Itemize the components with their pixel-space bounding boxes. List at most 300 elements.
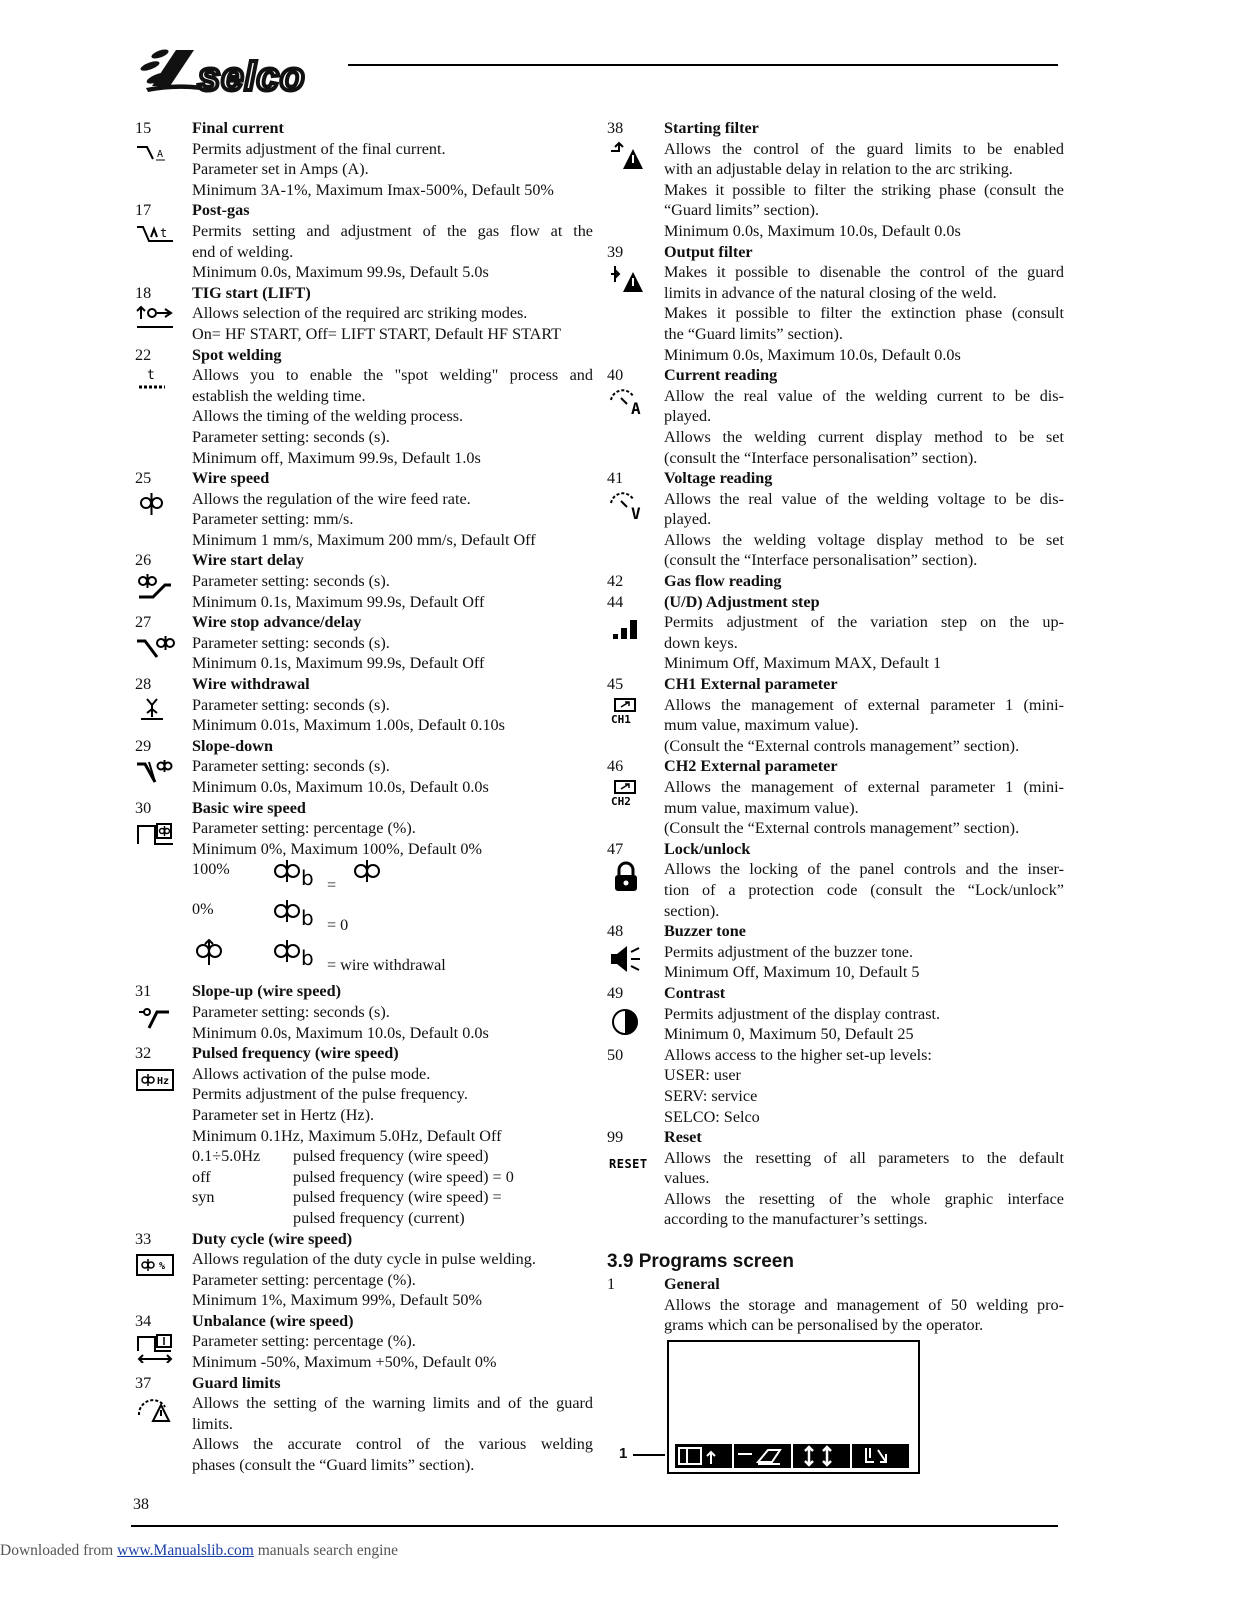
entry-description [192, 221, 593, 283]
description-line: end of welding. [192, 242, 294, 261]
entry-heading [607, 592, 1064, 613]
table-row [192, 1208, 593, 1229]
parameter-number: 48 [607, 922, 624, 941]
lock-icon [607, 859, 664, 921]
parameter-title: Wire speed [192, 469, 270, 488]
parameter-number: 41 [607, 469, 624, 488]
svg-text:b: b [301, 866, 314, 890]
parameter-entry [607, 365, 1064, 468]
entry-heading [135, 200, 593, 221]
parameter-title: CH1 External parameter [664, 675, 838, 694]
description-line: Allows the real value of the welding voltage to be dis- [664, 489, 1064, 508]
svg-text:A: A [157, 148, 164, 160]
description-line: played. [664, 510, 712, 529]
guard-limits-icon [135, 1393, 192, 1475]
basic-wire-speed-table [135, 859, 593, 981]
parameter-number: 46 [607, 757, 624, 776]
buzzer-icon [607, 942, 664, 983]
parameter-title: Slope-down [192, 736, 273, 755]
parameter-title: Wire stop advance/delay [192, 613, 362, 632]
entry-description [192, 1002, 593, 1043]
description-line: Minimum -50%, Maximum +50%, Default 0% [192, 1353, 497, 1372]
row-label: 100% [192, 860, 230, 879]
wire-start-delay-icon [135, 571, 192, 612]
parameter-entry [135, 674, 593, 736]
description-line: Minimum 3A-1%, Maximum Imax-500%, Default 50% [192, 180, 554, 199]
description-line: limits. [192, 1414, 233, 1433]
description-line: Permits setting and adjustment of the gas flow at the [192, 221, 593, 240]
description-line: played. [664, 407, 712, 426]
entry-description [192, 303, 593, 344]
entry-heading [607, 839, 1064, 860]
table-row [192, 1167, 593, 1188]
row-label: 0% [192, 900, 214, 919]
description-line: Allows the management of external parameter 1 (mini- [664, 695, 1064, 714]
parameter-number: 18 [135, 283, 152, 302]
description-line: (consult the “Interface personalisation” section). [664, 448, 978, 467]
parameter-entry [135, 550, 593, 612]
parameter-entry [607, 592, 1064, 674]
description-line: (Consult the “External controls management” section). [664, 819, 1020, 838]
parameter-entry [135, 345, 593, 469]
parameter-number: 1 [607, 1275, 616, 1294]
manualslib-link[interactable]: www.Manualslib.com [117, 1542, 254, 1559]
parameter-number: 15 [135, 119, 152, 137]
parameter-number: 25 [135, 469, 152, 488]
parameter-entry [607, 839, 1064, 921]
description-line: (Consult the “External controls management” section). [664, 736, 1020, 755]
download-footer [0, 1542, 398, 1560]
description-line: Allows the resetting of the whole graphic interface [664, 1189, 1064, 1208]
parameter-title: CH2 External parameter [664, 757, 838, 776]
output-filter-icon [607, 262, 664, 365]
entry-heading [607, 571, 1064, 592]
description-line: mum value, maximum value). [664, 716, 859, 735]
description-line: Permits adjustment of the pulse frequency. [192, 1085, 468, 1104]
description-line: Minimum Off, Maximum 10, Default 5 [664, 963, 920, 982]
description-line: Allows selection of the required arc striking modes. [192, 304, 528, 323]
description-line: Allows the resetting of all parameters to the default [664, 1148, 1064, 1167]
svg-text:CH2: CH2 [611, 795, 631, 808]
entry-heading [135, 798, 593, 819]
description-line: “Guard limits” section). [664, 201, 820, 220]
parameter-entry [135, 981, 593, 1043]
parameter-title: Voltage reading [664, 469, 773, 488]
final-current-icon [135, 139, 192, 201]
tig-start-icon [135, 303, 192, 344]
entry-heading [607, 242, 1064, 263]
description-line: Allows activation of the pulse mode. [192, 1064, 431, 1083]
entry-description [192, 695, 593, 736]
pulse-frequency-table [135, 1146, 593, 1228]
entry-description [664, 1004, 1064, 1045]
duty-cycle-icon [135, 1249, 192, 1311]
parameter-entry [135, 200, 593, 282]
entry-description [192, 818, 593, 859]
parameter-entry [135, 468, 593, 550]
parameter-number: 22 [135, 345, 152, 364]
description-line: Minimum 1%, Maximum 99%, Default 50% [192, 1291, 482, 1310]
entry-heading [607, 1274, 1064, 1295]
description-line: section). [664, 901, 720, 920]
wire-stop-icon [135, 633, 192, 674]
entry-description [664, 942, 1064, 983]
description-line: Minimum off, Maximum 99.9s, Default 1.0s [192, 448, 481, 467]
parameter-entry [607, 242, 1064, 366]
parameter-number: 28 [135, 675, 152, 694]
parameter-number: 26 [135, 551, 152, 570]
entry-description [192, 139, 593, 201]
slope-down-icon [135, 756, 192, 797]
current-reading-icon [607, 386, 664, 468]
adjustment-step-icon [607, 612, 664, 674]
svg-text:b: b [301, 946, 314, 970]
entry-description [192, 365, 593, 468]
entry-description [192, 633, 593, 674]
parameter-number: 37 [135, 1373, 152, 1392]
footer-prefix: Downloaded from [0, 1542, 118, 1559]
parameter-title: Basic wire speed [192, 798, 306, 817]
callout-number: 1 [619, 1445, 628, 1463]
description-line: Allows access to the higher set-up levels: [664, 1045, 932, 1064]
parameter-title: Spot welding [192, 345, 282, 364]
entry-description [192, 1393, 593, 1475]
description-line: Makes it possible to filter the extinction phase (consult [664, 304, 1064, 323]
description-line: Allows the accurate control of the various welding [192, 1435, 593, 1454]
parameter-title: Reset [664, 1128, 702, 1147]
parameter-entry [607, 468, 1064, 571]
description-line: (consult the “Interface personalisation” section). [664, 551, 978, 570]
description-line: mum value, maximum value). [664, 798, 859, 817]
parameter-entry [607, 571, 1064, 592]
svg-text:V: V [631, 503, 641, 521]
description-line: Allows the regulation of the wire feed rate. [192, 489, 471, 508]
svg-text:%: % [159, 1261, 166, 1273]
ch1-external-icon [607, 695, 664, 757]
parameter-title: Final current [192, 119, 284, 137]
parameter-number: 27 [135, 613, 152, 632]
description-line: Minimum 0.1s, Maximum 99.9s, Default Off [192, 654, 485, 673]
parameter-title: (U/D) Adjustment step [664, 592, 820, 611]
table-value: pulsed frequency (current) [293, 1208, 465, 1227]
parameter-title: Unbalance (wire speed) [192, 1311, 354, 1330]
programs-section [607, 1250, 1064, 1474]
entry-heading [607, 921, 1064, 942]
description-line: Minimum 0%, Maximum 100%, Default 0% [192, 839, 482, 858]
svg-text:t: t [160, 225, 168, 240]
parameter-number: 40 [607, 366, 624, 385]
parameter-title: Output filter [664, 242, 753, 261]
parameter-number: 47 [607, 839, 624, 858]
parameter-title: Current reading [664, 366, 778, 385]
description-line: SERV: service [664, 1086, 758, 1105]
description-line: Makes it possible to filter the striking phase (consult the [664, 180, 1064, 199]
table-key: off [192, 1167, 211, 1186]
entry-description [664, 1148, 1064, 1230]
table-row [192, 1146, 593, 1167]
description-line: Permits adjustment of the variation step on the up- [664, 613, 1064, 632]
description-line: Parameter setting: seconds (s). [192, 1002, 390, 1021]
description-line: Minimum Off, Maximum MAX, Default 1 [664, 654, 942, 673]
parameter-title: Gas flow reading [664, 572, 782, 591]
parameter-title: Duty cycle (wire speed) [192, 1229, 353, 1248]
svg-text:Hz: Hz [157, 1075, 170, 1087]
logo-text: selco [198, 55, 306, 98]
parameter-entry [607, 756, 1064, 838]
right-column [607, 118, 1064, 1474]
parameter-title: Wire start delay [192, 551, 304, 570]
description-line: Parameter setting: seconds (s). [192, 572, 390, 591]
basic-wire-speed-symbol [273, 859, 321, 889]
entry-description [192, 1331, 593, 1372]
table-value: pulsed frequency (wire speed) = [293, 1188, 502, 1207]
description-line: Minimum 0.0s, Maximum 10.0s, Default 0.0s [192, 1023, 489, 1042]
parameter-title: TIG start (LIFT) [192, 283, 311, 302]
slope-up-icon [135, 1002, 192, 1043]
description-line: Parameter setting: seconds (s). [192, 633, 390, 652]
parameter-entry [135, 1373, 593, 1476]
contrast-icon [607, 1004, 664, 1045]
description-line: Permits adjustment of the final current. [192, 139, 446, 158]
basic-wire-speed-icon [135, 818, 192, 859]
page-number: 38 [133, 1496, 149, 1513]
description-line: Minimum 0.0s, Maximum 10.0s, Default 0.0s [664, 221, 961, 240]
table-key: 0.1÷5.0Hz [192, 1147, 261, 1166]
wire-speed-symbol [353, 859, 401, 889]
description-line: Parameter set in Amps (A). [192, 160, 369, 179]
parameter-number: 50 [607, 1045, 624, 1064]
reset-icon [607, 1148, 664, 1230]
parameter-entry [607, 674, 1064, 756]
starting-filter-icon [607, 139, 664, 242]
parameter-title: Wire withdrawal [192, 675, 310, 694]
parameter-entry [607, 1127, 1064, 1230]
parameter-number: 38 [607, 119, 624, 137]
ch2-external-icon [607, 777, 664, 839]
description-line: phases (consult the “Guard limits” section). [192, 1456, 475, 1475]
entry-heading [135, 1373, 593, 1394]
description-line: USER: user [664, 1066, 741, 1085]
entry-description [664, 262, 1064, 365]
description-line: Allows regulation of the duty cycle in pulse welding. [192, 1250, 536, 1269]
table-row [135, 859, 593, 899]
entry-heading [135, 345, 593, 366]
wire-withdrawal-symbol [195, 939, 243, 969]
description-line: Allow the real value of the welding current to be dis- [664, 386, 1064, 405]
description-line: Parameter setting: percentage (%). [192, 1270, 416, 1289]
entry-description [192, 1249, 593, 1311]
parameter-number: 32 [135, 1044, 152, 1063]
edit-program-key-icon [734, 1444, 793, 1468]
entry-heading [607, 365, 1064, 386]
parameter-entry [135, 1311, 593, 1373]
row-equation: = 0 [327, 916, 349, 935]
description-line: Minimum 0.0s, Maximum 99.9s, Default 5.0s [192, 263, 489, 282]
parameter-title: Slope-up (wire speed) [192, 982, 341, 1001]
table-row [192, 1187, 593, 1208]
table-row [135, 939, 593, 981]
description-line: Allows the welding current display method to be set [664, 427, 1064, 446]
parameter-entry [135, 736, 593, 798]
parameter-title: Lock/unlock [664, 839, 751, 858]
entry-heading [607, 468, 1064, 489]
entry-heading [135, 1043, 593, 1064]
entry-heading [135, 550, 593, 571]
row-equation: = wire withdrawal [327, 956, 446, 975]
description-line: Allows the management of external parameter 1 (mini- [664, 778, 1064, 796]
parameter-entry [135, 118, 593, 200]
entry-description [664, 612, 1064, 674]
parameter-title: Guard limits [192, 1373, 281, 1392]
description-line: Allows the setting of the warning limits and of the guard [192, 1394, 593, 1413]
parameter-entry [135, 1229, 593, 1311]
description-line: tion of a protection code (consult the “Lock/unlock” [664, 880, 1064, 899]
pulsed-frequency-icon [135, 1064, 192, 1146]
parameter-title: General [664, 1275, 720, 1294]
left-column [135, 118, 593, 1476]
softkey-bar [675, 1444, 909, 1468]
parameter-title: Starting filter [664, 119, 759, 137]
svg-text:A: A [631, 398, 641, 418]
description-line: Permits adjustment of the buzzer tone. [664, 942, 914, 961]
parameter-number: 29 [135, 736, 152, 755]
description-line: down keys. [664, 633, 738, 652]
svg-text:b: b [301, 906, 314, 930]
description-line: limits in advance of the natural closing of the weld. [664, 283, 997, 302]
entry-description [192, 571, 593, 612]
description-line: establish the welding time. [192, 386, 366, 405]
wire-speed-icon [135, 489, 192, 551]
wire-withdrawal-icon [135, 695, 192, 736]
description-line: Parameter setting: seconds (s). [192, 695, 390, 714]
parameter-title: Buzzer tone [664, 922, 746, 941]
description-line: Allows you to enable the "spot welding" process and [192, 366, 593, 385]
entry-description [664, 695, 1064, 757]
entry-description [192, 489, 593, 551]
voltage-reading-icon [607, 489, 664, 571]
footer-suffix: manuals search engine [253, 1542, 399, 1559]
row-equation: = [327, 876, 337, 895]
parameter-entry [135, 612, 593, 674]
load-program-key-icon [852, 1444, 909, 1468]
entry-heading [135, 736, 593, 757]
parameter-number: 17 [135, 201, 152, 220]
parameter-number: 33 [135, 1229, 152, 1248]
parameter-number: 31 [135, 982, 152, 1001]
description-line: Makes it possible to disenable the control of the guard [664, 263, 1064, 282]
description-line: Parameter setting: mm/s. [192, 510, 354, 529]
entry-description [664, 386, 1064, 468]
entry-description [664, 139, 1064, 242]
description-line: On= HF START, Off= LIFT START, Default HF START [192, 324, 562, 343]
parameter-number: 49 [607, 983, 624, 1002]
entry-heading [135, 468, 593, 489]
svg-text:t: t [147, 368, 155, 384]
callout-arrow [633, 1454, 665, 1456]
parameter-number: 45 [607, 675, 624, 694]
parameter-title: Contrast [664, 983, 726, 1002]
save-program-key-icon [675, 1444, 734, 1468]
description-line: Minimum 0.0s, Maximum 10.0s, Default 0.0s [664, 345, 961, 364]
table-key [192, 1208, 293, 1229]
entry-heading [135, 1311, 593, 1332]
entry-heading [135, 674, 593, 695]
parameter-title: Post-gas [192, 201, 250, 220]
description-line: Parameter setting: percentage (%). [192, 1332, 416, 1351]
footer-rule [131, 1525, 1058, 1527]
entry-heading [135, 118, 593, 139]
description-line: Parameter setting: seconds (s). [192, 427, 390, 446]
description-line: Minimum 0.1s, Maximum 99.9s, Default Off [192, 592, 485, 611]
description-line: SELCO: Selco [664, 1107, 760, 1126]
description-line: Allows the control of the guard limits to be enabled [664, 139, 1064, 158]
selco-logo [136, 42, 341, 98]
entry-heading [607, 118, 1064, 139]
entry-description [664, 1045, 1064, 1127]
entry-description [192, 1064, 593, 1146]
parameter-number: 30 [135, 798, 152, 817]
entry-heading [135, 981, 593, 1002]
description-line: the “Guard limits” section). [664, 324, 843, 343]
post-gas-icon [135, 221, 192, 283]
entry-description [192, 756, 593, 797]
table-value: pulsed frequency (wire speed) = 0 [293, 1167, 514, 1186]
description-line: grams which can be personalised by the operator. [664, 1316, 984, 1335]
parameter-entry [607, 118, 1064, 242]
entry-heading [135, 283, 593, 304]
table-key: syn [192, 1188, 215, 1207]
parameter-number: 42 [607, 572, 624, 591]
move-program-key-icon [793, 1444, 852, 1468]
description-line: Minimum 1 mm/s, Maximum 200 mm/s, Default Off [192, 530, 536, 549]
parameter-entry [607, 983, 1064, 1045]
entry-heading [607, 983, 1064, 1004]
parameter-entry [135, 283, 593, 345]
description-line: Minimum 0.1Hz, Maximum 5.0Hz, Default Off [192, 1126, 502, 1145]
description-line: Allows the welding voltage display method to be set [664, 530, 1064, 549]
table-value: pulsed frequency (wire speed) [293, 1147, 489, 1166]
parameter-number: 99 [607, 1128, 624, 1147]
parameter-entry [135, 1043, 593, 1146]
parameter-number: 44 [607, 592, 624, 611]
description-line: Allows the timing of the welding process. [192, 407, 464, 426]
section-title: 3.9 Programs screen [607, 1251, 794, 1273]
basic-wire-speed-symbol [273, 939, 321, 969]
table-row [135, 899, 593, 939]
description-line: values. [664, 1169, 710, 1188]
description-line: Allows the storage and management of 50 welding pro- [664, 1295, 1064, 1314]
entry-heading [607, 756, 1064, 777]
spot-welding-icon [135, 365, 192, 468]
description-line: Minimum 0.0s, Maximum 10.0s, Default 0.0s [192, 778, 489, 796]
description-line: Parameter setting: seconds (s). [192, 757, 390, 776]
description-line: Parameter setting: percentage (%). [192, 819, 416, 838]
entry-description [664, 489, 1064, 571]
description-line: Parameter set in Hertz (Hz). [192, 1105, 375, 1124]
parameter-entry [135, 798, 593, 860]
parameter-number: 39 [607, 242, 624, 261]
entry-description [664, 777, 1064, 839]
parameter-title: Pulsed frequency (wire speed) [192, 1044, 399, 1063]
header-rule [348, 64, 1058, 66]
parameter-entry [607, 921, 1064, 983]
programs-screen-illustration [619, 1340, 920, 1474]
entry-description [607, 1295, 1064, 1336]
description-line: Minimum 0, Maximum 50, Default 25 [664, 1025, 914, 1044]
entry-heading [607, 674, 1064, 695]
entry-heading [135, 1229, 593, 1250]
entry-heading [135, 612, 593, 633]
